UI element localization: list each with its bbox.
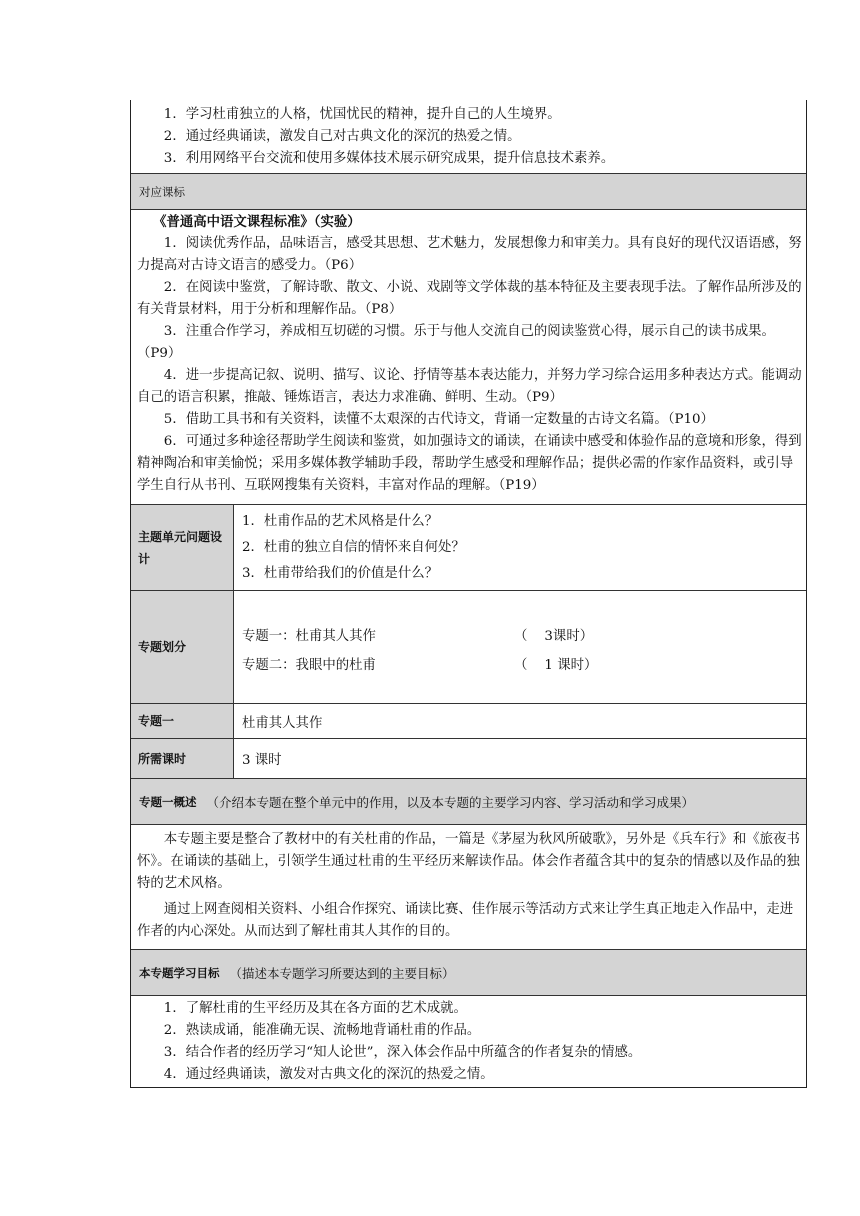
required-hours-value: 3 课时 <box>242 753 282 768</box>
topic-division-row <box>131 591 806 704</box>
standards-title: 《普通高中语文课程标准》（实验） <box>153 214 361 230</box>
top-goals-block <box>131 100 806 174</box>
standards-item: 2．在阅读中鉴赏，了解诗歌、散文、小说、戏剧等文学体裁的基本特征及主要表现手法。了解作品所涉及的有关背景材料，用于分析和理解作品。（P8） <box>137 280 802 317</box>
overview-header <box>131 779 806 825</box>
standards-header <box>131 174 806 210</box>
objective-item: 4．通过经典诵读，激发对古典文化的深沉的热爱之情。 <box>163 1067 494 1082</box>
objectives-header <box>131 950 806 996</box>
objective-item: 1．了解杜甫的生平经历及其在各方面的艺术成就。 <box>163 1001 467 1016</box>
objective-item: 2．熟读成诵，能准确无误、流畅地背诵杜甫的作品。 <box>163 1023 481 1038</box>
topic-division-cell <box>234 591 806 703</box>
objectives-header-label: 本专题学习目标 <box>139 965 220 980</box>
overview-header-label: 专题一概述 <box>139 794 197 809</box>
unit-question-item: 3．杜甫带给我们的价值是什么？ <box>242 566 438 581</box>
topic-division-label: 专题划分 <box>131 591 234 703</box>
standards-item: 4．进一步提高记叙、说明、描写、议论、抒情等基本表达能力，并努力学习综合运用多种表达方式。能调动自己的语言积累，推敲、锤炼语言，表达力求准确、鲜明、生动。（P9） <box>137 368 802 405</box>
standards-header-label: 对应课标 <box>139 184 185 199</box>
top-goal-item: 3．利用网络平台交流和使用多媒体技术展示研究成果，提升信息技术素养。 <box>163 151 615 166</box>
overview-header-hint: （介绍本专题在整个单元中的作用，以及本专题的主要学习内容、学习活动和学习成果） <box>206 794 695 810</box>
top-goal-item: 1．学习杜甫独立的人格，忧国忧民的精神，提升自己的人生境界。 <box>163 107 561 122</box>
objective-item: 3．结合作者的经历学习“知人论世”，深入体会作品中所蕴含的作者复杂的情感。 <box>163 1045 642 1060</box>
topic-one-row <box>131 704 806 739</box>
topic-division-item-1: 专题一：杜甫其人其作 <box>242 629 376 644</box>
lesson-plan-table <box>130 100 807 1088</box>
standards-item: 5．借助工具书和有关资料，读懂不太艰深的古代诗文，背诵一定数量的古诗文名篇。（P10） <box>163 412 714 427</box>
required-hours-row <box>131 739 806 779</box>
unit-questions-cell <box>234 505 806 590</box>
unit-question-item: 2．杜甫的独立自信的情怀来自何处？ <box>242 540 465 555</box>
top-goal-item: 2．通过经典诵读，激发自己对古典文化的深沉的热爱之情。 <box>163 129 521 144</box>
standards-item: 1．阅读优秀作品，品味语言，感受其思想、艺术魅力，发展想像力和审美力。具有良好的现代汉语语感，努力提高对古诗文语言的感受力。（P6） <box>137 236 802 273</box>
topic-division-item-2: 专题二：我眼中的杜甫 <box>242 658 376 673</box>
topic-one-label: 专题一 <box>131 704 234 738</box>
overview-paragraph: 本专题主要是整合了教材中的有关杜甫的作品，一篇是《茅屋为秋风所破歌》，另外是《兵车行》和《旅夜书怀》。在诵读的基础上，引领学生通过杜甫的生平经历来解读作品。体会作者蕴含其中的复杂的情感以及作品的独特的艺术风格。 <box>137 832 800 891</box>
unit-question-item: 1．杜甫作品的艺术风格是什么？ <box>242 514 438 529</box>
unit-questions-row <box>131 505 806 591</box>
objectives-block <box>131 996 806 1088</box>
topic-division-hours-1: （ 3课时） <box>514 629 594 644</box>
topic-one-value: 杜甫其人其作 <box>242 715 323 731</box>
standards-item: 3．注重合作学习，养成相互切磋的习惯。乐于与他人交流自己的阅读鉴赏心得，展示自己的读书成果。（P9） <box>137 324 775 361</box>
standards-block <box>131 210 806 505</box>
overview-block <box>131 825 806 950</box>
overview-paragraph: 通过上网查阅相关资料、小组合作探究、诵读比赛、佳作展示等活动方式来让学生真正地走入作品中，走进作者的内心深处。从而达到了解杜甫其人其作的目的。 <box>137 902 794 939</box>
objectives-header-hint: （描述本专题学习所要达到的主要目标） <box>229 965 455 981</box>
standards-item: 6．可通过多种途径帮助学生阅读和鉴赏，如加强诗文的诵读，在诵读中感受和体验作品的意境和形象，得到精神陶冶和审美愉悦；采用多媒体教学辅助手段，帮助学生感受和理解作品；提供必需的作家作品资料，或引导学生自行从书刊、互联网搜集有关资料，丰富对作品的理解。（P19） <box>137 434 802 493</box>
required-hours-label: 所需课时 <box>131 739 234 778</box>
unit-questions-label: 主题单元问题设计 <box>131 505 234 590</box>
topic-division-hours-2: （ 1 课时） <box>514 658 598 673</box>
